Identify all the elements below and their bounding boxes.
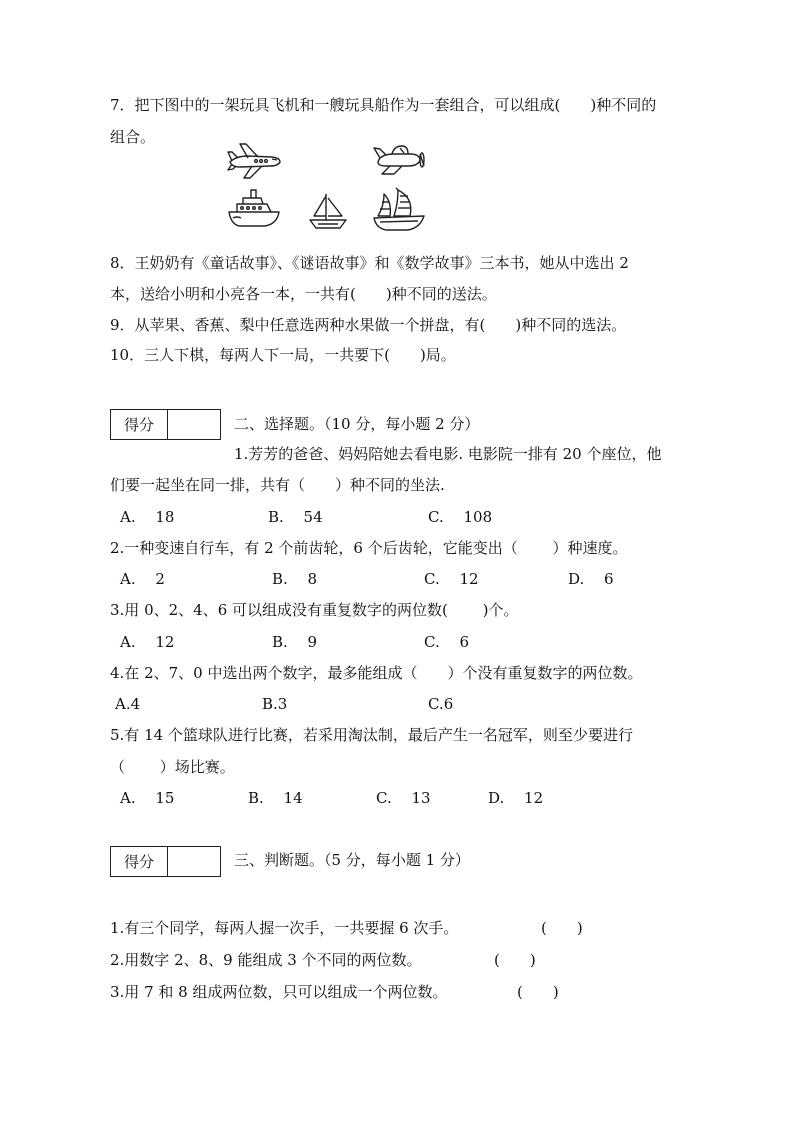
s2-q5-option-b: B. 14 <box>248 789 303 807</box>
q9-text: 9．从苹果、香蕉、梨中任意选两种水果做一个拼盘，有( )种不同的选法。 <box>110 316 627 334</box>
airplane-icon <box>226 140 282 180</box>
s2-q5-option-c: C. 13 <box>376 789 431 807</box>
s2-q1-option-b: B. 54 <box>268 508 323 526</box>
s3-q1-text: 1.有三个同学，每两人握一次手，一共要握 6 次手。 <box>110 919 459 937</box>
q8-line2: 本，送给小明和小亮各一本，一共有( )种不同的送法。 <box>110 285 497 303</box>
section2-title: 二、选择题。（10 分，每小题 2 分） <box>234 415 480 433</box>
s3-q2-paren: ( ) <box>494 951 536 969</box>
s2-q5-option-d: D. 12 <box>488 789 544 807</box>
s2-q3-text: 3.用 0、2、4、6 可以组成没有重复数字的两位数( )个。 <box>110 601 519 619</box>
propeller-plane-icon <box>372 140 428 178</box>
q7-line1: 7．把下图中的一架玩具飞机和一艘玩具船作为一套组合，可以组成( )种不同的 <box>110 96 657 114</box>
s2-q4-option-c: C.6 <box>428 695 454 713</box>
s2-q3-option-b: B. 9 <box>272 633 318 651</box>
s2-q2-option-a: A. 2 <box>120 570 165 588</box>
score-label: 得分 <box>111 410 168 439</box>
q7-line2: 组合。 <box>110 128 156 146</box>
junk-ship-icon <box>370 186 428 232</box>
s2-q5-line1: 5.有 14 个篮球队进行比赛，若采用淘汰制，最后产生一名冠军，则至少要进行 <box>110 726 633 744</box>
score-label: 得分 <box>111 847 168 876</box>
sailboat-icon <box>308 192 348 230</box>
s2-q4-option-b: B.3 <box>262 695 288 713</box>
score-blank <box>168 410 220 439</box>
s3-q3-text: 3.用 7 和 8 组成两位数，只可以组成一个两位数。 <box>110 983 448 1001</box>
s3-q1-paren: ( ) <box>541 919 583 937</box>
s2-q3-option-c: C. 6 <box>424 633 470 651</box>
s2-q1-line2: 们要一起坐在同一排，共有（ ）种不同的坐法. <box>110 476 445 494</box>
section3-title: 三、判断题。（5 分，每小题 1 分） <box>234 851 470 869</box>
section3-score-box <box>110 846 221 877</box>
s2-q2-text: 2.一种变速自行车，有 2 个前齿轮，6 个后齿轮，它能变出（ ）种速度。 <box>110 539 628 557</box>
s2-q2-option-b: B. 8 <box>272 570 318 588</box>
s2-q4-option-a: A.4 <box>115 695 141 713</box>
s3-q3-paren: ( ) <box>517 983 559 1001</box>
s3-q2-text: 2.用数字 2、8、9 能组成 3 个不同的两位数。 <box>110 951 422 969</box>
q8-line1: 8．王奶奶有《童话故事》、《谜语故事》和《数学故事》三本书，她从中选出 2 <box>110 254 629 272</box>
s2-q2-option-c: C. 12 <box>424 570 479 588</box>
steamboat-icon <box>225 188 283 230</box>
q10-text: 10．三人下棋，每两人下一局，一共要下( )局。 <box>110 346 456 364</box>
s2-q3-option-a: A. 12 <box>120 633 175 651</box>
score-blank <box>168 847 220 876</box>
s2-q1-line1: 1.芳芳的爸爸、妈妈陪她去看电影. 电影院一排有 20 个座位，他 <box>234 445 662 463</box>
s2-q2-option-d: D. 6 <box>568 570 614 588</box>
s2-q1-option-c: C. 108 <box>428 508 493 526</box>
s2-q5-option-a: A. 15 <box>120 789 175 807</box>
section2-score-box <box>110 409 221 440</box>
s2-q4-text: 4.在 2、7、0 中选出两个数字，最多能组成（ ）个没有重复数字的两位数。 <box>110 664 643 682</box>
s2-q1-option-a: A. 18 <box>120 508 175 526</box>
s2-q5-line2: （ ）场比赛。 <box>110 758 235 776</box>
